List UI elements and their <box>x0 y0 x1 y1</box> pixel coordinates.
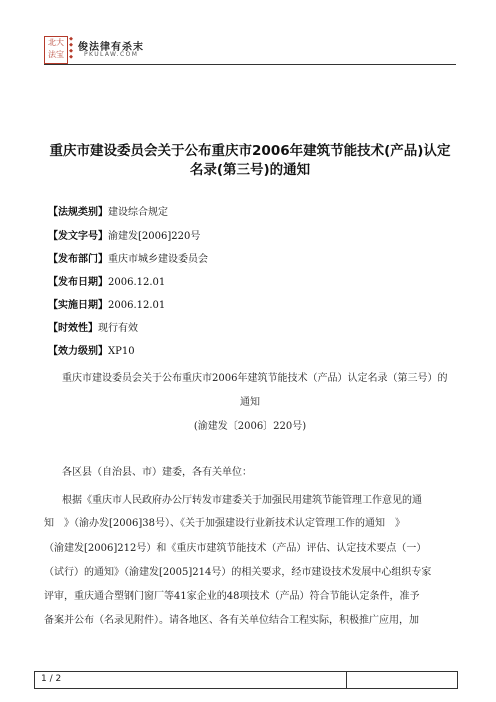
meta-value: 建设综合规定 <box>108 207 168 218</box>
meta-category <box>48 206 168 219</box>
meta-value: XP10 <box>108 346 135 357</box>
body-line: （试行）的通知》（渝建发[2005]214号）的相关要求，经市建设技术发展中心组织专家 <box>44 567 432 578</box>
body-line: （渝建发[2006]212号）和《重庆市建筑节能技术（产品）评估、认定技术要点（一） <box>44 543 427 554</box>
page-number: 1 / 2 <box>41 674 62 684</box>
meta-label: 【时效性】 <box>48 323 98 334</box>
brand-name: 俊法律有杀末 <box>78 42 144 53</box>
meta-level <box>48 345 135 358</box>
meta-value: 2006.12.01 <box>108 300 166 311</box>
page-footer <box>34 671 458 689</box>
meta-value: 2006.12.01 <box>108 277 166 288</box>
meta-value: 重庆市城乡建设委员会 <box>108 254 208 265</box>
meta-label: 【发布日期】 <box>48 277 108 288</box>
meta-issuer <box>48 253 208 266</box>
meta-doc-number <box>48 230 200 243</box>
meta-label: 【法规类别】 <box>48 207 108 218</box>
document-title: 重庆市建设委员会关于公布重庆市2006年建筑节能技术(产品)认定名录(第三号)的通知 <box>49 143 451 178</box>
brand-domain: PKULAW.COM <box>84 51 139 58</box>
meta-validity <box>48 322 138 335</box>
pkulaw-logo: 北大 法宝 <box>44 36 68 64</box>
doc-number: (渝建发〔2006〕220号) <box>193 421 307 432</box>
body-line: 知 》（渝办发[2006]38号）、《关于加强建设行业新技术认定管理工作的通知 》 <box>44 518 405 529</box>
meta-publish-date <box>48 276 165 289</box>
meta-label: 【实施日期】 <box>48 300 108 311</box>
logo-seal-icon: ◆ ◆ ◆ ◆ <box>69 36 73 60</box>
footer-divider <box>346 672 347 688</box>
body-line: 备案并公布（名录见附件）。请各地区、各有关单位结合工程实际，积极推广应用，加 <box>44 615 419 626</box>
meta-value: 现行有效 <box>98 323 138 334</box>
header-divider <box>44 64 456 65</box>
body-line: 评审，重庆通合塑钢门窗厂等41家企业的48项技术（产品）符合节能认定条件，准予 <box>44 591 420 602</box>
site-header <box>44 36 456 66</box>
salutation: 各区县（自治县、市）建委，各有关单位： <box>62 467 252 478</box>
doc-heading-line1: 重庆市建设委员会关于公布重庆市2006年建筑节能技术（产品）认定名录（第三号）的 <box>62 373 448 384</box>
meta-value: 渝建发[2006]220号 <box>108 231 201 242</box>
meta-effective-date <box>48 299 165 312</box>
body-line: 根据《重庆市人民政府办公厅转发市建委关于加强民用建筑节能管理工作意见的通 <box>62 495 422 506</box>
meta-label: 【发布部门】 <box>48 254 108 265</box>
meta-label: 【效力级别】 <box>48 346 108 357</box>
doc-heading-line2: 通知 <box>240 397 260 408</box>
meta-label: 【发文字号】 <box>48 231 108 242</box>
